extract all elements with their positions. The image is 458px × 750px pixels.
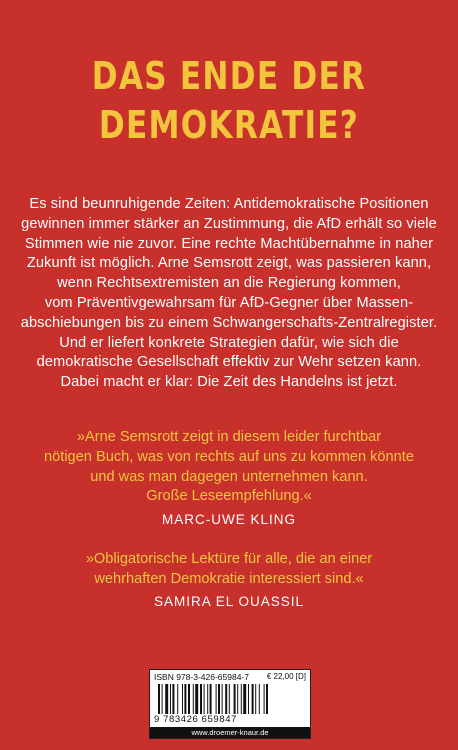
barcode-bar xyxy=(234,684,236,714)
quote-line: wehrhaften Demokratie interessiert sind.« xyxy=(94,570,364,587)
barcode-bar xyxy=(229,684,230,714)
quote-line: und was man dagegen unternehmen kann. xyxy=(90,468,368,485)
barcode-bar xyxy=(195,684,198,714)
publisher-website: www.droemer-knaur.de xyxy=(150,727,310,738)
testimonial-quote-1 xyxy=(20,428,438,507)
blurb-line: Und er liefert konkrete Strategien dafür, wie sich die xyxy=(59,334,399,351)
ean-digits: 9 783426 659847 xyxy=(154,714,237,725)
quote-line: Große Leseempfehlung.« xyxy=(146,488,312,505)
barcode-bar xyxy=(216,684,217,714)
barcode-bar xyxy=(264,684,265,714)
blurb-line: Dabei macht er klar: Die Zeit des Handelns ist jetzt. xyxy=(60,374,398,391)
blurb-line: Zukunft ist möglich. Arne Semsrott zeigt, was passieren kann, xyxy=(26,255,432,272)
barcode-bar xyxy=(182,684,183,714)
barcode-bar xyxy=(204,684,205,714)
barcode-bar xyxy=(158,684,160,714)
barcode-bar xyxy=(210,684,212,714)
barcode-bar xyxy=(241,684,242,714)
barcode-bar xyxy=(243,684,246,714)
quote-line: nötigen Buch, was von rechts auf uns zu kommen könnte xyxy=(44,448,414,465)
barcode-bar xyxy=(184,684,186,714)
barcode-bar xyxy=(172,684,174,714)
blurb-text xyxy=(20,195,438,393)
barcode-bar xyxy=(222,684,223,714)
blurb-line: vom Präventivgewahrsam für AfD-Gegner über Massen- xyxy=(44,294,414,311)
barcode-bar xyxy=(225,684,227,714)
barcode-bar xyxy=(252,684,254,714)
testimonial-author-2: SAMIRA EL OUASSIL xyxy=(153,594,305,609)
barcode-bar xyxy=(259,684,260,714)
barcode-bar xyxy=(237,684,238,714)
barcode-bar xyxy=(248,684,249,714)
blurb-line: gewinnen immer stärker an Zustimmung, die AfD erhält so viele xyxy=(21,215,437,232)
isbn-row xyxy=(154,672,306,684)
barcode-bar xyxy=(207,684,208,714)
testimonial-author-1: MARC-UWE KLING xyxy=(161,512,296,527)
barcode-bar xyxy=(162,684,163,714)
barcode-bar xyxy=(255,684,256,714)
blurb-line: Stimmen wie nie zuvor. Eine rechte Machtübernahme in naher xyxy=(24,235,434,252)
barcode-bar xyxy=(200,684,202,714)
barcode-bar xyxy=(218,684,220,714)
quote-line: »Arne Semsrott zeigt in diesem leider furchtbar xyxy=(76,429,382,445)
blurb-line: Es sind beunruhigende Zeiten: Antidemokratische Positionen xyxy=(29,196,429,212)
title-line-1: DAS ENDE DER xyxy=(91,54,367,98)
barcode-bar xyxy=(177,684,178,714)
barcode-bar xyxy=(188,684,190,714)
blurb-line: demokratische Gesellschaft effektiv zur Wehr setzen kann. xyxy=(36,354,422,371)
barcode-label xyxy=(149,669,311,739)
title-line-2: DEMOKRATIE? xyxy=(98,103,360,147)
blurb-line: wenn Rechtsextremisten an die Regierung kommen, xyxy=(57,275,401,292)
blurb-line: abschiebungen bis zu einem Schwangerschafts-Zentralregister. xyxy=(20,314,438,331)
quote-line: »Obligatorische Lektüre für alle, die an einer xyxy=(85,551,373,567)
barcode-bars xyxy=(158,684,302,714)
price: € 22,00 [D] xyxy=(266,672,306,681)
isbn-number: ISBN 978-3-426-65984-7 xyxy=(154,672,249,682)
barcode-bar xyxy=(170,684,171,714)
barcode-bar xyxy=(165,684,168,714)
book-title xyxy=(41,52,417,150)
barcode-bar xyxy=(193,684,194,714)
testimonial-quote-2 xyxy=(20,550,438,590)
barcode-bar xyxy=(266,684,268,714)
